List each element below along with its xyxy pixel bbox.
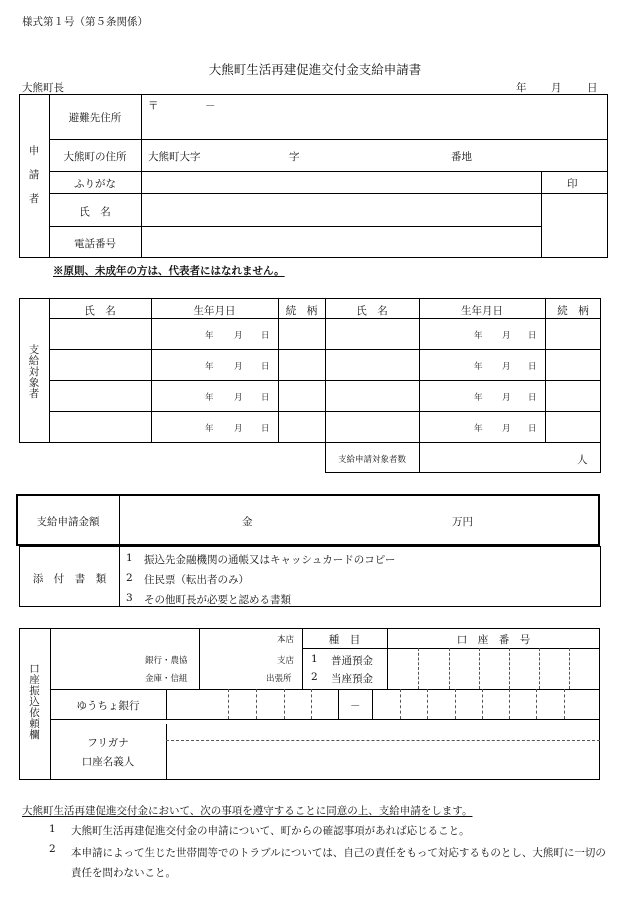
form-number: 様式第１号（第５条関係） [22, 16, 148, 28]
consent-item: 大熊町生活再建促進交付金の申請について、町からの確認事項があれば応じること。 [71, 825, 470, 837]
postal-dash: － [205, 100, 216, 112]
birth-month: 月 [502, 362, 511, 372]
branch-name-field[interactable] [201, 630, 271, 687]
birth-month: 月 [234, 424, 243, 434]
furigana-field[interactable] [142, 172, 540, 192]
banchi-label: 番地 [451, 151, 472, 163]
col-birth-header: 生年月日 [193, 305, 236, 317]
birth-year: 年 [205, 362, 214, 372]
date-year-label: 年 [516, 82, 527, 94]
aza-label: 字 [289, 151, 300, 163]
yucho-dash: － [350, 700, 361, 712]
bank-type-label: 銀行・農協 [145, 656, 188, 666]
amount-label: 支給申請金額 [36, 516, 100, 528]
yucho-label: ゆうちょ銀行 [76, 700, 140, 712]
birth-year: 年 [474, 393, 483, 403]
col-relation-header: 続 柄 [285, 305, 318, 317]
applicant-section-label: 申 請 者 [28, 145, 40, 206]
consent-item: 本申請によって生じた世帯間等でのトラブルについては、自己の責任をもって対応するものとし、大熊町に一切の責任を問わないこと。 [71, 847, 606, 879]
date-month-label: 月 [551, 82, 562, 94]
shucchoujo-label: 出張所 [266, 674, 292, 684]
account-holder-label: 口座名義人 [81, 756, 135, 768]
attachment-item: その他町長が必要と認める書類 [144, 594, 291, 606]
name-field[interactable] [142, 194, 540, 225]
consent-intro: 大熊町生活再建促進交付金において、次の事項を遵守することに同意の上、支給申請をします。 [22, 805, 473, 817]
date-day-label: 日 [587, 82, 598, 94]
attachment-item: 振込先金融機関の通帳又はキャッシュカードのコピー [144, 554, 396, 566]
birth-day: 日 [261, 331, 270, 341]
birth-day: 日 [261, 362, 270, 372]
birth-day: 日 [528, 331, 537, 341]
type-2-no: 2 [311, 671, 318, 683]
amount-field[interactable] [262, 510, 447, 532]
recipient-count-unit: 人 [577, 454, 588, 466]
birth-month: 月 [502, 393, 511, 403]
attachment-no: 3 [126, 592, 133, 604]
evacuation-address-label: 避難先住所 [68, 112, 122, 124]
furigana-label-bank: フリガナ [87, 737, 129, 749]
recipients-section-label: 支 給 対 象 者 [28, 344, 40, 401]
birth-month: 月 [234, 331, 243, 341]
type-touza[interactable]: 当座預金 [331, 673, 373, 685]
birth-day: 日 [261, 424, 270, 434]
attachment-no: 2 [126, 572, 133, 584]
okuma-address-label: 大熊町の住所 [63, 151, 127, 163]
recipient-count-label: 支給申請対象者数 [337, 455, 406, 465]
furigana-label: ふりがな [74, 178, 116, 190]
account-number-header: 口 座 番 号 [456, 634, 531, 646]
col-name-header-2: 氏 名 [356, 305, 388, 317]
birth-month: 月 [234, 362, 243, 372]
birth-year: 年 [474, 424, 483, 434]
attachments-label: 添 付 書 類 [32, 573, 107, 585]
birth-year: 年 [205, 424, 214, 434]
birth-day: 日 [528, 362, 537, 372]
col-birth-header-2: 生年月日 [461, 305, 503, 317]
minor-note: ※原則、未成年の方は、代表者にはなれません。 [53, 265, 285, 277]
birth-month: 月 [502, 331, 511, 341]
seal-mark: 印 [567, 178, 578, 190]
birth-month: 月 [502, 424, 511, 434]
birth-day: 日 [528, 393, 537, 403]
addressee: 大熊町長 [22, 82, 64, 94]
consent-no: 2 [49, 843, 56, 855]
birth-year: 年 [474, 331, 483, 341]
attachment-item: 住民票（転出者のみ） [144, 574, 249, 586]
honten-label: 本店 [277, 635, 295, 645]
birth-year: 年 [474, 362, 483, 372]
consent-no: 1 [49, 823, 56, 835]
postal-mark: 〒 [148, 100, 159, 112]
bank-section-label: 口 座 振 込 依 頼 欄 [29, 663, 40, 742]
type-1-no: 1 [311, 653, 318, 665]
okuma-address-prefix: 大熊町大字 [148, 151, 201, 163]
holder-name-field[interactable] [168, 742, 598, 778]
attachment-no: 1 [126, 552, 133, 564]
phone-label: 電話番号 [74, 238, 116, 250]
evacuation-address-field[interactable] [142, 110, 607, 138]
amount-manyen: 万円 [452, 516, 473, 528]
holder-furigana-field[interactable] [168, 725, 598, 739]
shiten-label: 支店 [277, 656, 295, 666]
credit-type-label: 金庫・信組 [145, 674, 188, 684]
birth-day: 日 [261, 393, 270, 403]
phone-field[interactable] [142, 227, 540, 257]
account-type-header: 種 目 [328, 634, 361, 646]
col-relation-header-2: 続 柄 [557, 305, 589, 317]
birth-day: 日 [528, 424, 537, 434]
birth-month: 月 [234, 393, 243, 403]
name-label: 氏 名 [79, 206, 111, 218]
col-name-header: 氏 名 [84, 305, 116, 317]
birth-year: 年 [205, 393, 214, 403]
type-futsu[interactable]: 普通預金 [331, 655, 373, 667]
birth-year: 年 [205, 331, 214, 341]
document-title: 大熊町生活再建促進交付金支給申請書 [208, 62, 422, 77]
amount-kin: 金 [242, 516, 253, 528]
